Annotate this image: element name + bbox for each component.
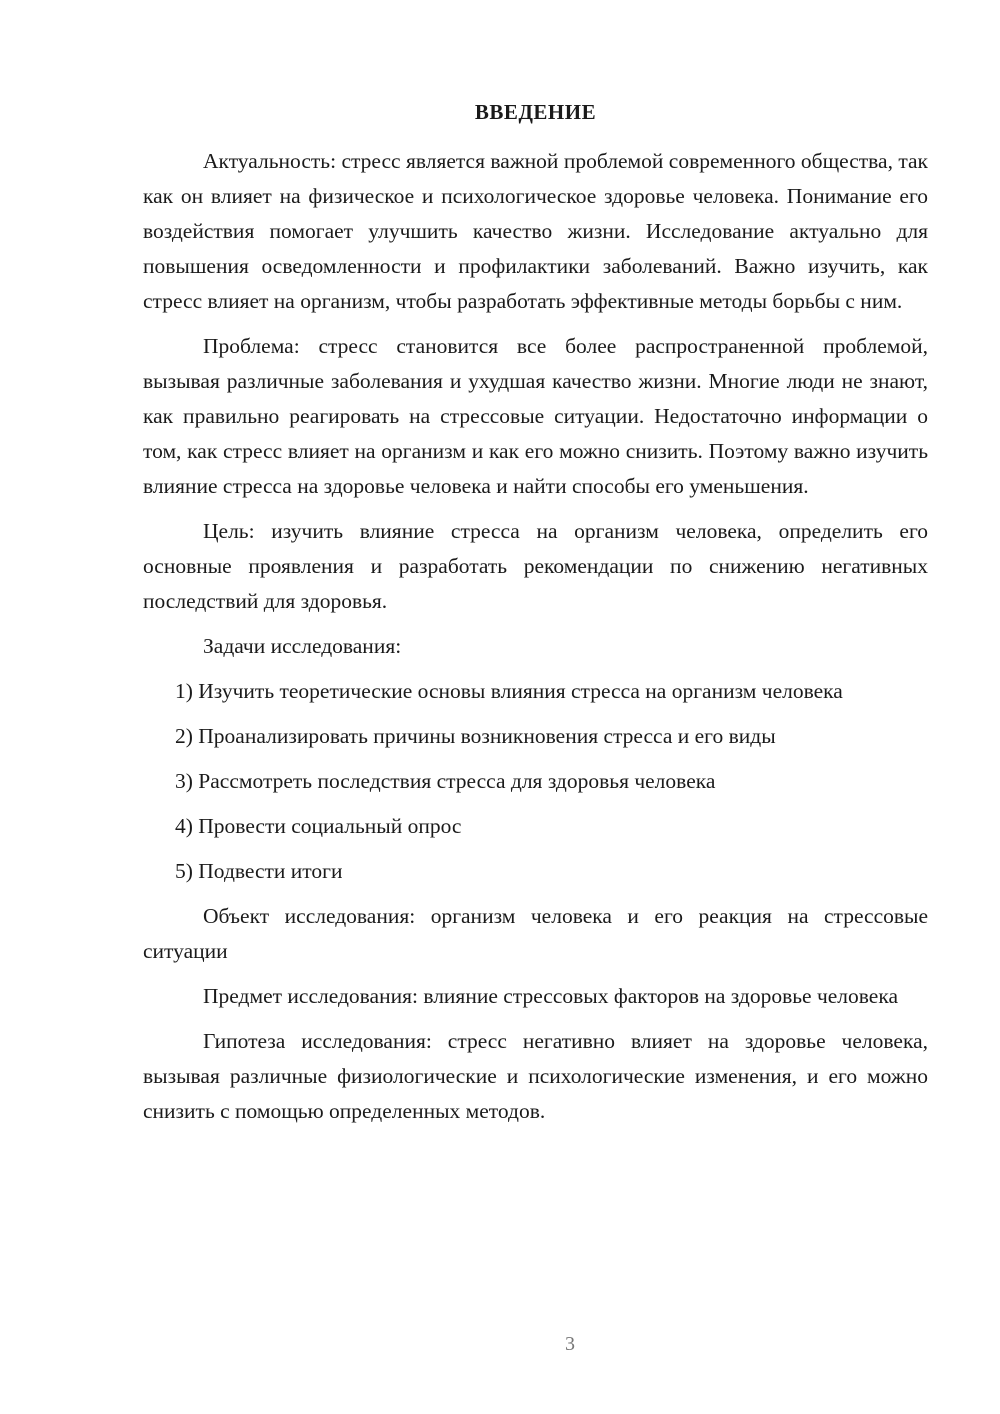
document-body	[143, 95, 928, 1139]
page-title: ВВЕДЕНИЕ	[474, 100, 597, 124]
subject-paragraph: Предмет исследования: влияние стрессовых факторов на здоровье человека	[203, 984, 899, 1008]
tasks-heading: Задачи исследования:	[203, 634, 402, 658]
task-item-3: 3) Рассмотреть последствия стресса для здоровья человека	[175, 769, 716, 793]
object-paragraph: Объект исследования: организм человека и его реакция на стрессовые ситуации	[143, 904, 928, 963]
relevance-paragraph: Актуальность: стресс является важной проблемой современного общества, так как он влияет на физическое и психологическое здоровье человека. Понимание его воздействия помогает улучшить качество жизни. Исследование актуально для повышения осведомленности и профилактики заболеваний. Важно изучить, как стресс влияет на организм, чтобы разработать эффективные методы борьбы с ним.	[143, 149, 928, 313]
task-item-4: 4) Провести социальный опрос	[175, 814, 462, 838]
tasks-list	[143, 674, 928, 889]
task-item-5: 5) Подвести итоги	[175, 859, 343, 883]
goal-paragraph: Цель: изучить влияние стресса на организм человека, определить его основные проявления и разработать рекомендации по снижению негативных последствий для здоровья.	[143, 519, 928, 613]
hypothesis-paragraph: Гипотеза исследования: стресс негативно влияет на здоровье человека, вызывая различные физиологические и психологические изменения, и его можно снизить с помощью определенных методов.	[143, 1029, 928, 1123]
task-item-1: 1) Изучить теоретические основы влияния стресса на организм человека	[175, 679, 843, 703]
task-item-2: 2) Проанализировать причины возникновения стресса и его виды	[175, 724, 776, 748]
page-number: 3	[565, 1333, 575, 1355]
problem-paragraph: Проблема: стресс становится все более распространенной проблемой, вызывая различные заболевания и ухудшая качество жизни. Многие люди не знают, как правильно реагировать на стрессовые ситуации. Недостаточно информации о том, как стресс влияет на организм и как его можно снизить. Поэтому важно изучить влияние стресса на здоровье человека и найти способы его уменьшения.	[143, 334, 928, 498]
